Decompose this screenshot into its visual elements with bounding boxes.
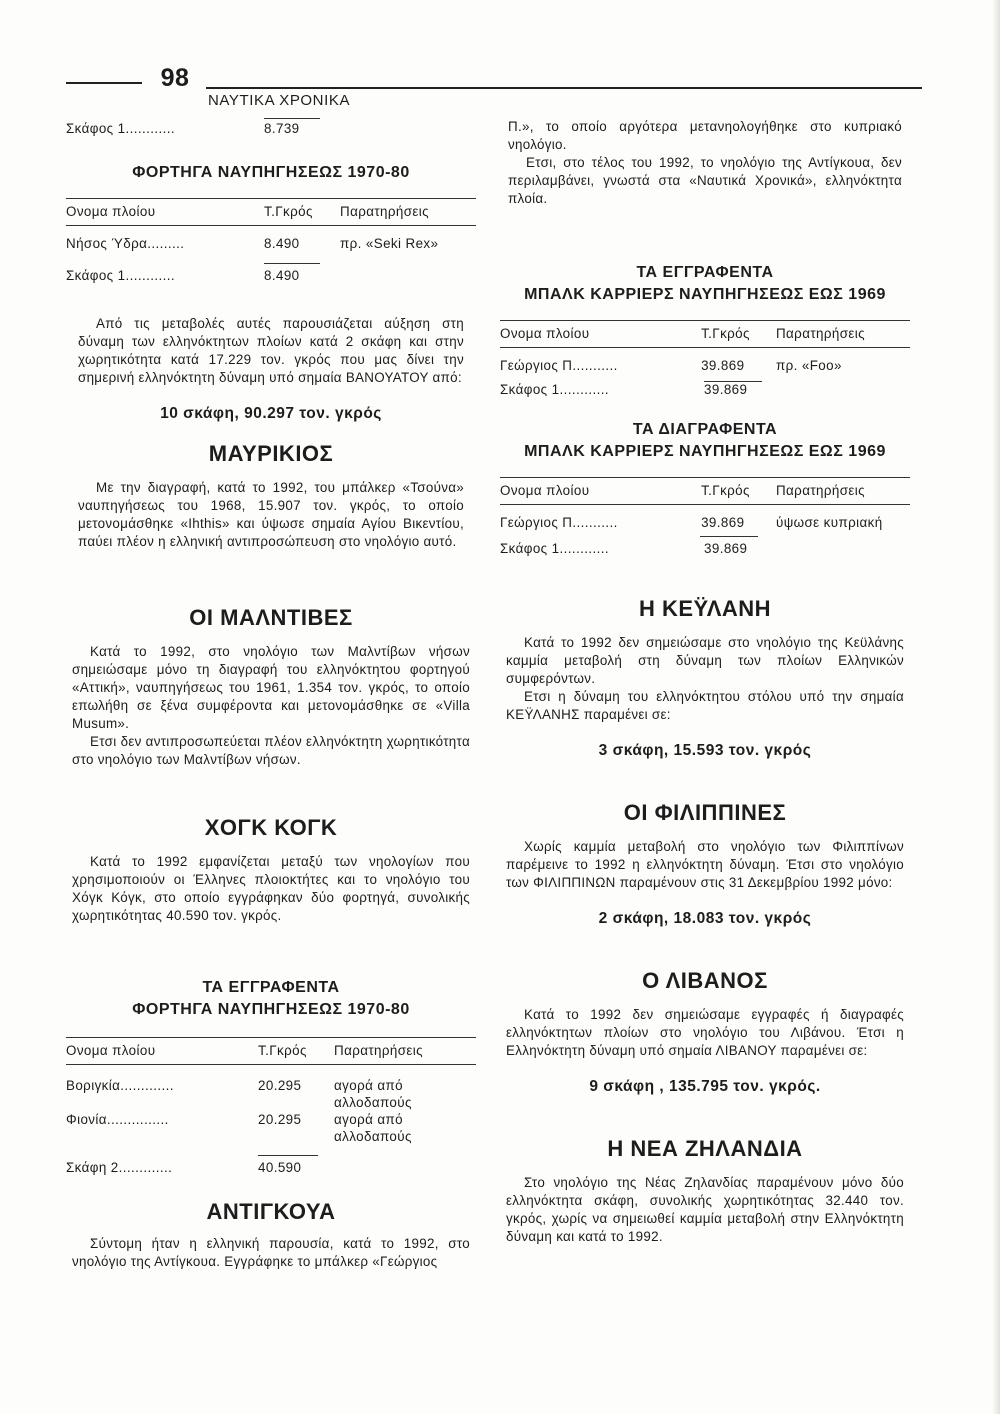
- ship-note: πρ. «Seki Rex»: [340, 236, 439, 251]
- total-label: Σκάφη 2.............: [66, 1160, 173, 1175]
- table4: [500, 477, 910, 556]
- total-label: Σκάφος 1............: [500, 382, 609, 397]
- ship-name: Γεώργιος Π...........: [500, 515, 618, 530]
- ceylon-text-2: Ετσι η δύναμη του ελληνόκτητου στόλου υπό την σημαία ΚΕΫΛΑΝΗΣ παραμένει σε:: [506, 689, 904, 722]
- table-total-row: [66, 1160, 476, 1175]
- table-total-row: [500, 382, 910, 397]
- total-value: 39.869: [704, 541, 748, 556]
- ship-name: Γεώργιος Π...........: [500, 358, 618, 373]
- hongkong-heading: ΧΟΓΚ ΚΟΓΚ: [204, 815, 338, 840]
- philippines-text: Χωρίς καμμία μεταβολή στο νηολόγιο των Φιλιππίνων παρέμεινε το 1992 η ελληνόκτητη δύναμη. Έτσι στο νηολόγιο των ΦΙΛΙΠΠΙΝΩΝ παραμένουν στις 31 Δεκεμβρίου 1992 μόνο:: [506, 839, 904, 890]
- antigua-continued-2: Ετσι, στο τέλος του 1992, το νηολόγιο της Αντίγκουα, δεν περιλαμβάνει, γνωστά στα «Ναυτικά Χρονικά», ελληνόκτητα πλοία.: [508, 155, 902, 206]
- total-label: Σκάφος 1............: [500, 541, 609, 556]
- header-rule-right: [206, 87, 922, 89]
- col-header-notes: Παρατηρήσεις: [340, 204, 430, 219]
- col-header-name: Ονομα πλοίου: [500, 483, 590, 498]
- table-row: [66, 226, 476, 251]
- ship-grt: 20.295: [258, 1078, 302, 1093]
- sum-rule: [264, 118, 320, 119]
- ship-name: Νήσος Ύδρα.........: [66, 236, 185, 251]
- antigua-continued-1: Π.», το οποίο αργότερα μετανηολογήθηκε στο κυπριακό νηολόγιο.: [508, 119, 902, 152]
- table-row: [66, 1065, 476, 1111]
- page-number: 98: [160, 64, 190, 92]
- philippines-total: 2 σκάφη, 18.083 τον. γκρός: [598, 910, 812, 927]
- table4-title-line2: ΜΠΑΛΚ ΚΑΡΡΙΕΡΣ ΝΑΥΠΗΓΗΣΕΩΣ ΕΩΣ 1969: [524, 443, 886, 460]
- table3-title-line1: ΤΑ ΕΓΓΡΑΦΕΝΤΑ: [636, 264, 774, 281]
- vanuatu-total: 10 σκάφη, 90.297 τον. γκρός: [160, 405, 382, 422]
- table-header: [66, 199, 476, 225]
- running-title: ΝΑΥΤΙΚΑ ΧΡΟΝΙΚΑ: [208, 92, 351, 109]
- ship-grt: 39.869: [701, 515, 745, 530]
- ship-name: Φιονία...............: [66, 1112, 169, 1127]
- table1: [66, 198, 476, 283]
- total-value: 39.869: [704, 382, 748, 397]
- lebanon-heading: Ο ΛΙΒΑΝΟΣ: [642, 968, 768, 993]
- table2-title-line2: ΦΟΡΤΗΓΑ ΝΑΥΠΗΓΗΣΕΩΣ 1970-80: [132, 1001, 410, 1018]
- total-value: 8.490: [264, 268, 300, 283]
- col-header-name: Ονομα πλοίου: [66, 1043, 156, 1058]
- col-header-name: Ονομα πλοίου: [500, 326, 590, 341]
- lebanon-text: Κατά το 1992 δεν σημειώσαμε εγγραφές ή διαγραφές ελληνόκτητων πλοίων στο νηολόγιο του Λιβάνου. Έτσι η Ελληνόκτητη δύναμη υπό σημαία ΛΙΒΑΝΟΥ παραμένει σε:: [506, 1007, 904, 1058]
- col-header-notes: Παρατηρήσεις: [775, 326, 866, 341]
- maldives-text-1: Κατά το 1992, στο νηολόγιο των Μαλντίβων νήσων σημειώσαμε μόνο τη διαγραφή του ελληνόκτητου φορτηγού «Αττική», ναυπηγήσεως του 1961, 1.354 τον. γκρός, το οποίο επωλήθη σε ξένα συμφέροντα και μετονομάσθηκε σε «Villa Musum».: [72, 644, 470, 731]
- lebanon-total: 9 σκάφη , 135.795 τον. γκρός.: [589, 1078, 821, 1095]
- maldives-heading: ΟΙ ΜΑΛΝΤΙΒΕΣ: [189, 605, 353, 630]
- table1-title: ΦΟΡΤΗΓΑ ΝΑΥΠΗΓΗΣΕΩΣ 1970-80: [132, 164, 410, 181]
- col-header-grt: Τ.Γκρός: [701, 326, 750, 341]
- total-label: Σκάφος 1............: [66, 121, 175, 136]
- table-total-row: [66, 268, 476, 283]
- table2: [66, 1037, 476, 1175]
- ship-note: αγορά από αλλοδαπούς: [334, 1078, 412, 1110]
- table-total-row: [500, 541, 910, 556]
- ship-note: ύψωσε κυπριακή: [775, 515, 883, 530]
- ship-grt: 20.295: [258, 1112, 302, 1127]
- mauritius-text: Με την διαγραφή, κατά το 1992, του μπάλκερ «Τσούνα» ναυπηγήσεως του 1968, 15.907 τον. γκρός, το οποίο μετονομάσθηκε «Ihthis» και ύψωσε σημαία Αγίου Βικεντίου, παύει πλέον η ελληνική αντιπροσώπευση στο νηολόγιο αυτό.: [78, 480, 464, 549]
- table-row: [500, 348, 910, 373]
- table2-title-line1: ΤΑ ΕΓΓΡΑΦΕΝΤΑ: [202, 979, 340, 996]
- maldives-text-2: Ετσι δεν αντιπροσωπεύεται πλέον ελληνόκτητη χωρητικότητα στο νηολόγιο των Μαλντίβων νήσων.: [72, 734, 470, 767]
- table4-title-line1: ΤΑ ΔΙΑΓΡΑΦΕΝΤΑ: [632, 421, 778, 438]
- sum-rule: [264, 263, 320, 264]
- header-rule-left: [66, 82, 142, 84]
- ceylon-total: 3 σκάφη, 15.593 τον. γκρός: [598, 742, 812, 759]
- antigua-heading: ΑΝΤΙΓΚΟΥΑ: [206, 1199, 336, 1224]
- table-header: [500, 478, 910, 504]
- ship-note: αγορά από αλλοδαπούς: [334, 1112, 412, 1144]
- hongkong-text: Κατά το 1992 εμφανίζεται μεταξύ των νηολογίων που χρησιμοποιούν οι Έλληνες πλοιοκτήτες και το νηολόγιο του Χόγκ Κόγκ, στο οποίο εγγράφηκαν δύο φορτηγά, συνολικής χωρητικότητας 40.590 τον. γκρός.: [72, 854, 470, 923]
- col-header-name: Ονομα πλοίου: [66, 204, 156, 219]
- col-header-grt: Τ.Γκρός: [701, 483, 750, 498]
- col-header-notes: Παρατηρήσεις: [334, 1043, 424, 1058]
- ceylon-heading: Η ΚΕΫΛΑΝΗ: [638, 596, 772, 621]
- ship-note: πρ. «Foo»: [775, 358, 842, 373]
- total-label: Σκάφος 1............: [66, 268, 175, 283]
- page-binding-edge: [992, 0, 1000, 1414]
- ship-grt: 39.869: [701, 358, 745, 373]
- table3-title-line2: ΜΠΑΛΚ ΚΑΡΡΙΕΡΣ ΝΑΥΠΗΓΗΣΕΩΣ ΕΩΣ 1969: [524, 286, 886, 303]
- table-header: [66, 1038, 476, 1064]
- philippines-heading: ΟΙ ΦΙΛΙΠΠΙΝΕΣ: [623, 800, 787, 825]
- ceylon-text-1: Κατά το 1992 δεν σημειώσαμε στο νηολόγιο της Κεϋλάνης καμμία μεταβολή στη δύναμη των πλοίων Ελληνικών συμφερόντων.: [506, 635, 904, 686]
- right-column: [500, 118, 910, 1246]
- top-total: [66, 118, 476, 136]
- sum-rule: [258, 1155, 318, 1156]
- col-header-notes: Παρατηρήσεις: [775, 483, 866, 498]
- total-value: 8.739: [264, 121, 300, 136]
- mauritius-heading: ΜΑΥΡΙΚΙΟΣ: [208, 441, 334, 466]
- sum-rule: [700, 536, 758, 537]
- table-row: [66, 1111, 476, 1145]
- new-zealand-heading: Η ΝΕΑ ΖΗΛΑΝΔΙΑ: [607, 1136, 803, 1161]
- antigua-text: Σύντομη ήταν η ελληνική παρουσία, κατά το 1992, στο νηολόγιο της Αντίγκουα. Εγγράφηκε το μπάλκερ «Γεώργιος: [72, 1236, 470, 1269]
- ship-name: Βοριγκία.............: [66, 1078, 174, 1093]
- col-header-grt: Τ.Γκρός: [258, 1043, 307, 1058]
- table-row: [500, 505, 910, 530]
- table-header: [500, 321, 910, 347]
- col-header-grt: Τ.Γκρός: [264, 204, 313, 219]
- ship-grt: 8.490: [264, 236, 300, 251]
- total-value: 40.590: [258, 1160, 302, 1175]
- left-column: [66, 118, 476, 1271]
- table3: [500, 320, 910, 397]
- new-zealand-text: Στο νηολόγιο της Νέας Ζηλανδίας παραμένουν μόνο δύο ελληνόκτητα σκάφη, συνολικής χωρητικότητας 32.440 τον. γκρός, χωρίς να σημειωθεί καμμία μεταβολή στην Ελληνόκτητη δύναμη και κατά το 1992.: [506, 1175, 904, 1244]
- intro-paragraph: Από τις μεταβολές αυτές παρουσιάζεται αύξηση στη δύναμη των ελληνόκτητων πλοίων κατά 2 σκάφη και στην χωρητικότητα κατά 17.229 τον. γκρός που μας δίνει την σημερινή ελληνόκτητη δύναμη υπό σημαία ΒΑΝΟΥΑΤΟΥ από:: [78, 316, 464, 385]
